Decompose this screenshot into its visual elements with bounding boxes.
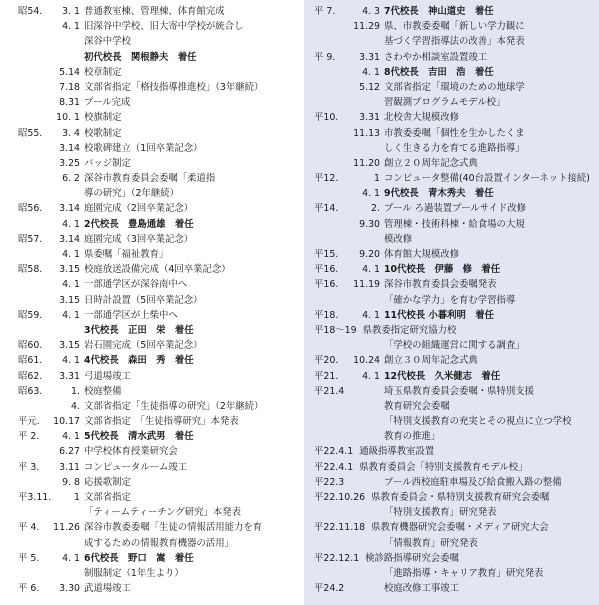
- entry-month-day: 1: [74, 492, 80, 503]
- chronology-entry: [0, 19, 304, 34]
- entry-text: 文部省指定 「生徒指導研究」本発表: [84, 416, 239, 428]
- entry-text: 校庭放送設備完成（4回卒業記念）: [84, 264, 231, 276]
- entry-era-year: 平22.4.1: [314, 461, 354, 473]
- entry-text: 深谷市教委委嘱「生徒の情報活用能力を育: [84, 522, 263, 534]
- entry-era-year: 平元.: [18, 416, 40, 428]
- chronology-entry: [0, 50, 304, 65]
- entry-month-day: 11.29: [353, 21, 380, 33]
- chronology-entry: [0, 444, 304, 459]
- entry-era-year: 昭55.: [18, 127, 43, 139]
- entry-month-day: 11.26: [53, 522, 80, 534]
- chronology-entry: [0, 34, 304, 49]
- entry-text: 教育研究会委嘱: [384, 400, 450, 412]
- chronology-entry: [0, 323, 304, 338]
- chronology-entry: [0, 126, 304, 141]
- entry-text: 創立２０周年記念式典: [384, 157, 478, 169]
- entry-era-year: 昭56.: [18, 203, 43, 215]
- entry-text: 文部省指定「格技指導推進校」（3年継続）: [84, 81, 264, 93]
- entry-month-day: 3. 1: [62, 6, 80, 17]
- chronology-entry: [0, 95, 304, 110]
- entry-month-day: 11.13: [353, 127, 380, 139]
- entry-era-year: 平 3.: [18, 461, 40, 473]
- chronology-entry: [304, 186, 599, 201]
- entry-era-year: 平15.: [314, 249, 339, 260]
- entry-month-day: 3.15: [59, 340, 80, 352]
- entry-era-year: 平22.10.26: [314, 492, 366, 503]
- chronology-entry: [304, 156, 599, 171]
- chronology-entry: [0, 460, 304, 475]
- entry-era-year: 平16.: [314, 264, 339, 276]
- chronology-entry: [0, 490, 304, 505]
- entry-text: 普通教室棟、管理棟、体育館完成: [84, 6, 225, 17]
- chronology-entry: [0, 384, 304, 399]
- entry-text: 校章制定: [84, 66, 122, 78]
- entry-text: 「ティームティーチング研究」本発表: [84, 507, 242, 519]
- entry-month-day: 8.31: [59, 97, 80, 109]
- entry-text: 基づく学習指導法の改善」本発表: [384, 36, 525, 48]
- chronology-entry: [304, 50, 599, 65]
- entry-month-day: 1.: [71, 385, 80, 397]
- entry-text: 深谷市教育委員会委嘱「柔道指: [84, 173, 216, 185]
- entry-month-day: 4. 1: [62, 431, 80, 443]
- chronology-entry: [304, 171, 599, 186]
- chronology-entry: [0, 217, 304, 232]
- chronology-entry: [304, 460, 599, 475]
- entry-month-day: 4. 1: [362, 309, 380, 321]
- entry-text: 岩石園完成（5回卒業記念）: [84, 340, 203, 352]
- chronology-entry: [304, 262, 599, 277]
- chronology-entry: [0, 247, 304, 262]
- chronology-entry: [0, 551, 304, 566]
- entry-text: 文部省指定: [84, 492, 131, 503]
- entry-text: 県教育機器研究会委嘱・メディア研究大会: [371, 522, 549, 534]
- entry-text: 中学校体育授業研究会: [84, 446, 178, 458]
- chronology-entry: [0, 201, 304, 216]
- entry-text: コンピュータ整備(40台設置インターネット接続): [384, 173, 590, 185]
- entry-month-day: 4. 1: [62, 21, 80, 33]
- principal-appointment-text: 5代校長 清水武男 着任: [84, 431, 194, 443]
- entry-text: しく生きる力を育てる進路指導」: [384, 142, 525, 154]
- chronology-entry: [304, 581, 599, 596]
- chronology-entry: [0, 505, 304, 520]
- chronology-entry: [304, 201, 599, 216]
- entry-era-year: 平24.2: [314, 583, 345, 595]
- entry-era-year: 平18～19: [314, 324, 357, 336]
- principal-appointment-text: 12代校長 久米健志 着任: [384, 370, 501, 382]
- entry-era-year: 平10.: [314, 112, 339, 124]
- entry-month-day: 4. 1: [62, 552, 80, 564]
- chronology-entry: [304, 505, 599, 520]
- entry-month-day: 3.15: [59, 264, 80, 276]
- entry-text: 創立３０周年記念式典: [384, 355, 478, 367]
- chronology-entry: [304, 80, 599, 95]
- entry-text: 校庭整備: [84, 385, 122, 397]
- chronology-entry: [0, 141, 304, 156]
- principal-appointment-text: 10代校長 伊藤 修 着任: [384, 264, 501, 276]
- entry-text: 庭園完成（3回卒業記念）: [84, 233, 194, 245]
- chronology-entry: [304, 536, 599, 551]
- chronology-entry: [304, 520, 599, 535]
- entry-text: 教育の推進」: [384, 431, 441, 443]
- chronology-entry: [0, 262, 304, 277]
- entry-text: 通級指導教室設置: [359, 446, 435, 458]
- chronology-entry: [0, 338, 304, 353]
- entry-month-day: 4. 1: [362, 370, 380, 382]
- entry-text: 深谷市教育委員会委嘱発表: [384, 279, 497, 291]
- entry-era-year: 平21.: [314, 370, 339, 382]
- principal-appointment-text: 8代校長 吉田 浩 着任: [384, 66, 494, 78]
- entry-text: 県教委指定研究協力校: [362, 324, 457, 336]
- entry-era-year: 平 4.: [18, 522, 40, 534]
- chronology-entry: [0, 110, 304, 125]
- entry-month-day: 4. 1: [362, 188, 380, 200]
- entry-text: 武道場竣工: [84, 583, 131, 595]
- entry-text: 制服制定（1年生より）: [84, 567, 184, 579]
- chronology-entry: [0, 277, 304, 292]
- entry-text: 校庭改修工事竣工: [384, 583, 460, 595]
- chronology-entry: [304, 4, 599, 19]
- chronology-entry: [304, 217, 599, 232]
- entry-era-year: 平16.: [314, 279, 339, 291]
- entry-text: 校歌制定: [84, 127, 122, 139]
- entry-text: 文部省指定「生徒指導の研究」（2年継続）: [84, 400, 264, 412]
- entry-month-day: 4. 1: [62, 279, 80, 291]
- entry-month-day: 4. 1: [362, 264, 380, 276]
- entry-month-day: 10.24: [353, 355, 380, 367]
- chronology-entry: [0, 293, 304, 308]
- entry-era-year: 平21.4: [314, 385, 345, 397]
- entry-text: 模改修: [384, 233, 413, 245]
- entry-text: 「確かな学力」を育む学習指導: [384, 294, 516, 306]
- entry-month-day: 9.30: [359, 218, 380, 230]
- entry-month-day: 4.: [71, 400, 80, 412]
- entry-era-year: 平22.4.1: [314, 446, 354, 458]
- principal-appointment-text: 4代校長 森田 秀 着任: [84, 355, 194, 367]
- chronology-entry: [0, 232, 304, 247]
- chronology-entry: [0, 399, 304, 414]
- entry-month-day: 3.25: [59, 157, 80, 169]
- entry-month-day: 4. 3: [362, 6, 380, 17]
- chronology-entry: [0, 4, 304, 19]
- chronology-entry: [304, 490, 599, 505]
- entry-text: 日時計設置（5回卒業記念）: [84, 294, 203, 306]
- chronology-entry: [304, 308, 599, 323]
- entry-month-day: 4. 1: [62, 218, 80, 230]
- entry-text: 「特別支援教育」研究発表: [384, 507, 497, 519]
- entry-month-day: 3.30: [59, 583, 80, 595]
- chronology-entry: [0, 156, 304, 171]
- chronology-entry: [0, 65, 304, 80]
- entry-era-year: 昭60.: [18, 340, 43, 352]
- chronology-entry: [304, 277, 599, 292]
- principal-appointment-text: 11代校長 小暮利明 着任: [384, 309, 495, 321]
- chronology-entry: [304, 232, 599, 247]
- chronology-entry: [304, 141, 599, 156]
- chronology-entry: [0, 369, 304, 384]
- entry-text: 庭園完成（2回卒業記念）: [84, 203, 194, 215]
- entry-era-year: 平22.3: [314, 476, 345, 488]
- entry-text: 体育館大規模改修: [384, 249, 460, 260]
- chronology-entry: [0, 171, 304, 186]
- entry-text: 県教育委員会・県特別支援教育研究会委嘱: [371, 492, 550, 503]
- chronology-entry: [304, 444, 599, 459]
- entry-era-year: 昭63.: [18, 385, 43, 397]
- chronology-entry: [0, 536, 304, 551]
- entry-text: 習観測プログラムモデル校」: [384, 97, 506, 109]
- chronology-entry: [304, 384, 599, 399]
- chronology-column-right: [304, 0, 599, 605]
- chronology-entry: [304, 34, 599, 49]
- entry-text: 一部通学区が深谷南中へ: [84, 279, 188, 291]
- entry-text: 導の研究」（2年継続）: [84, 188, 180, 200]
- entry-month-day: 5.14: [59, 66, 80, 78]
- entry-text: 文部省指定「環境のための地球学: [384, 81, 525, 93]
- entry-era-year: 昭62.: [18, 370, 43, 382]
- chronology-entry: [304, 65, 599, 80]
- chronology-entry: [304, 551, 599, 566]
- entry-text: 弓道場竣工: [84, 370, 131, 382]
- entry-text: さわやか相談室設置竣工: [384, 51, 488, 63]
- entry-text: バッジ制定: [84, 157, 131, 169]
- entry-month-day: 10. 1: [56, 112, 80, 124]
- chronology-entry: [0, 80, 304, 95]
- entry-era-year: 平20.: [314, 355, 339, 367]
- entry-era-year: 平 7.: [314, 6, 336, 17]
- entry-text: 北校舎大規模改修: [384, 112, 460, 124]
- chronology-entry: [0, 566, 304, 581]
- entry-text: 検診路指導研究会委嘱: [365, 552, 459, 564]
- entry-era-year: 平14.: [314, 203, 339, 215]
- chronology-entry: [304, 414, 599, 429]
- entry-month-day: 4. 1: [362, 66, 380, 78]
- principal-appointment-text: 9代校長 青木秀夫 着任: [384, 188, 494, 200]
- chronology-entry: [0, 308, 304, 323]
- entry-era-year: 昭58.: [18, 264, 43, 276]
- entry-month-day: 6. 2: [62, 173, 80, 185]
- chronology-entry: [304, 95, 599, 110]
- entry-era-year: 平 6.: [18, 583, 40, 595]
- entry-month-day: 1: [374, 173, 380, 185]
- chronology-entry: [0, 581, 304, 596]
- entry-month-day: 3.14: [59, 203, 80, 215]
- principal-appointment-text: 3代校長 正田 栄 着任: [84, 324, 194, 336]
- entry-text: プール西校庭駐車場及び給食搬入路の整備: [384, 476, 562, 488]
- chronology-entry: [304, 369, 599, 384]
- entry-month-day: 3.31: [59, 370, 80, 382]
- entry-text: 校歌碑建立（1回卒業記念）: [84, 142, 203, 154]
- entry-era-year: 平12.: [314, 173, 339, 185]
- entry-text: 県、市教委委嘱「新しい学力観に: [384, 21, 525, 33]
- entry-text: 管理棟・技術科棟・給食場の大規: [384, 218, 525, 230]
- entry-month-day: 11.20: [353, 157, 380, 169]
- entry-text: 県教育委員会「特別支援教育モデル校」: [359, 461, 528, 473]
- entry-era-year: 平22.12.1: [314, 552, 360, 564]
- principal-appointment-text: 2代校長 豊島通雄 着任: [84, 218, 194, 230]
- chronology-entry: [304, 399, 599, 414]
- entry-month-day: 3.14: [59, 142, 80, 154]
- entry-month-day: 3.14: [59, 233, 80, 245]
- chronology-entry: [304, 19, 599, 34]
- entry-month-day: 3.11: [59, 461, 80, 473]
- entry-text: 県委嘱「福祉教育」: [84, 249, 169, 260]
- entry-month-day: 4. 1: [62, 249, 80, 260]
- entry-era-year: 昭57.: [18, 233, 43, 245]
- entry-month-day: 3.31: [359, 51, 380, 63]
- entry-text: 旧深谷中学校、旧大寄中学校が統合し: [84, 21, 244, 33]
- chronology-entry: [0, 353, 304, 368]
- entry-month-day: 7.18: [59, 81, 80, 93]
- chronology-entry: [0, 429, 304, 444]
- entry-text: 深谷中学校: [84, 36, 131, 48]
- entry-month-day: 10.17: [53, 416, 80, 428]
- chronology-entry: [0, 186, 304, 201]
- entry-month-day: 6.27: [59, 446, 80, 458]
- entry-text: プール完成: [84, 97, 131, 109]
- entry-month-day: 3.15: [59, 294, 80, 306]
- chronology-entry: [304, 566, 599, 581]
- entry-text: 成するための情報教育機器の活用」: [84, 537, 235, 549]
- chronology-entry: [304, 338, 599, 353]
- entry-text: 市教委委嘱「個性を生かしたくま: [384, 127, 525, 139]
- chronology-entry: [304, 353, 599, 368]
- principal-appointment-text: 6代校長 野口 嵩 着任: [84, 552, 194, 564]
- entry-text: 「情報教育」研究発表: [384, 537, 478, 549]
- entry-month-day: 5.12: [359, 81, 380, 93]
- chronology-entry: [304, 247, 599, 262]
- chronology-entry: [304, 429, 599, 444]
- chronology-entry: [304, 110, 599, 125]
- entry-era-year: 昭59.: [18, 309, 43, 321]
- chronology-entry: [304, 293, 599, 308]
- entry-era-year: 昭61.: [18, 355, 43, 367]
- entry-era-year: 昭54.: [18, 6, 43, 17]
- chronology-entry: [304, 475, 599, 490]
- chronology-entry: [304, 323, 599, 338]
- entry-month-day: 9. 8: [62, 476, 80, 488]
- entry-month-day: 4. 1: [62, 355, 80, 367]
- entry-text: 「特別支援教育の充実とその視点に立つ学校: [384, 416, 572, 428]
- chronology-entry: [0, 475, 304, 490]
- entry-month-day: 11.19: [353, 279, 380, 291]
- entry-text: 「進路指導・キャリア教育」研究発表: [384, 567, 544, 579]
- entry-era-year: 平 5.: [18, 552, 40, 564]
- entry-text: 校旗制定: [84, 112, 122, 124]
- entry-era-year: 平3.11.: [18, 492, 52, 503]
- entry-era-year: 平22.11.18: [314, 522, 366, 534]
- entry-text: 応援歌制定: [84, 476, 131, 488]
- entry-text: プール ろ過装置プールサイド改修: [384, 203, 527, 215]
- entry-month-day: 3.31: [359, 112, 380, 124]
- chronology-entry: [0, 520, 304, 535]
- chronology-entry: [0, 414, 304, 429]
- entry-month-day: 4. 1: [62, 309, 80, 321]
- entry-month-day: 2.: [371, 203, 380, 215]
- entry-text: コンピュータルーム竣工: [84, 461, 188, 473]
- principal-appointment-text: 7代校長 神山道史 着任: [384, 6, 494, 17]
- entry-text: 一部通学区が上柴中へ: [84, 309, 178, 321]
- chronology-entry: [304, 126, 599, 141]
- entry-era-year: 平 9.: [314, 51, 336, 63]
- entry-text: 埼玉県教育委員会委嘱・県特別支援: [384, 385, 535, 397]
- entry-text: 「学校の組織運営に関する調査」: [384, 340, 525, 352]
- entry-month-day: 3. 4: [62, 127, 80, 139]
- entry-month-day: 9.20: [359, 249, 380, 260]
- entry-era-year: 平 2.: [18, 431, 40, 443]
- entry-era-year: 平18.: [314, 309, 339, 321]
- principal-appointment-text: 初代校長 関根静夫 着任: [84, 51, 197, 63]
